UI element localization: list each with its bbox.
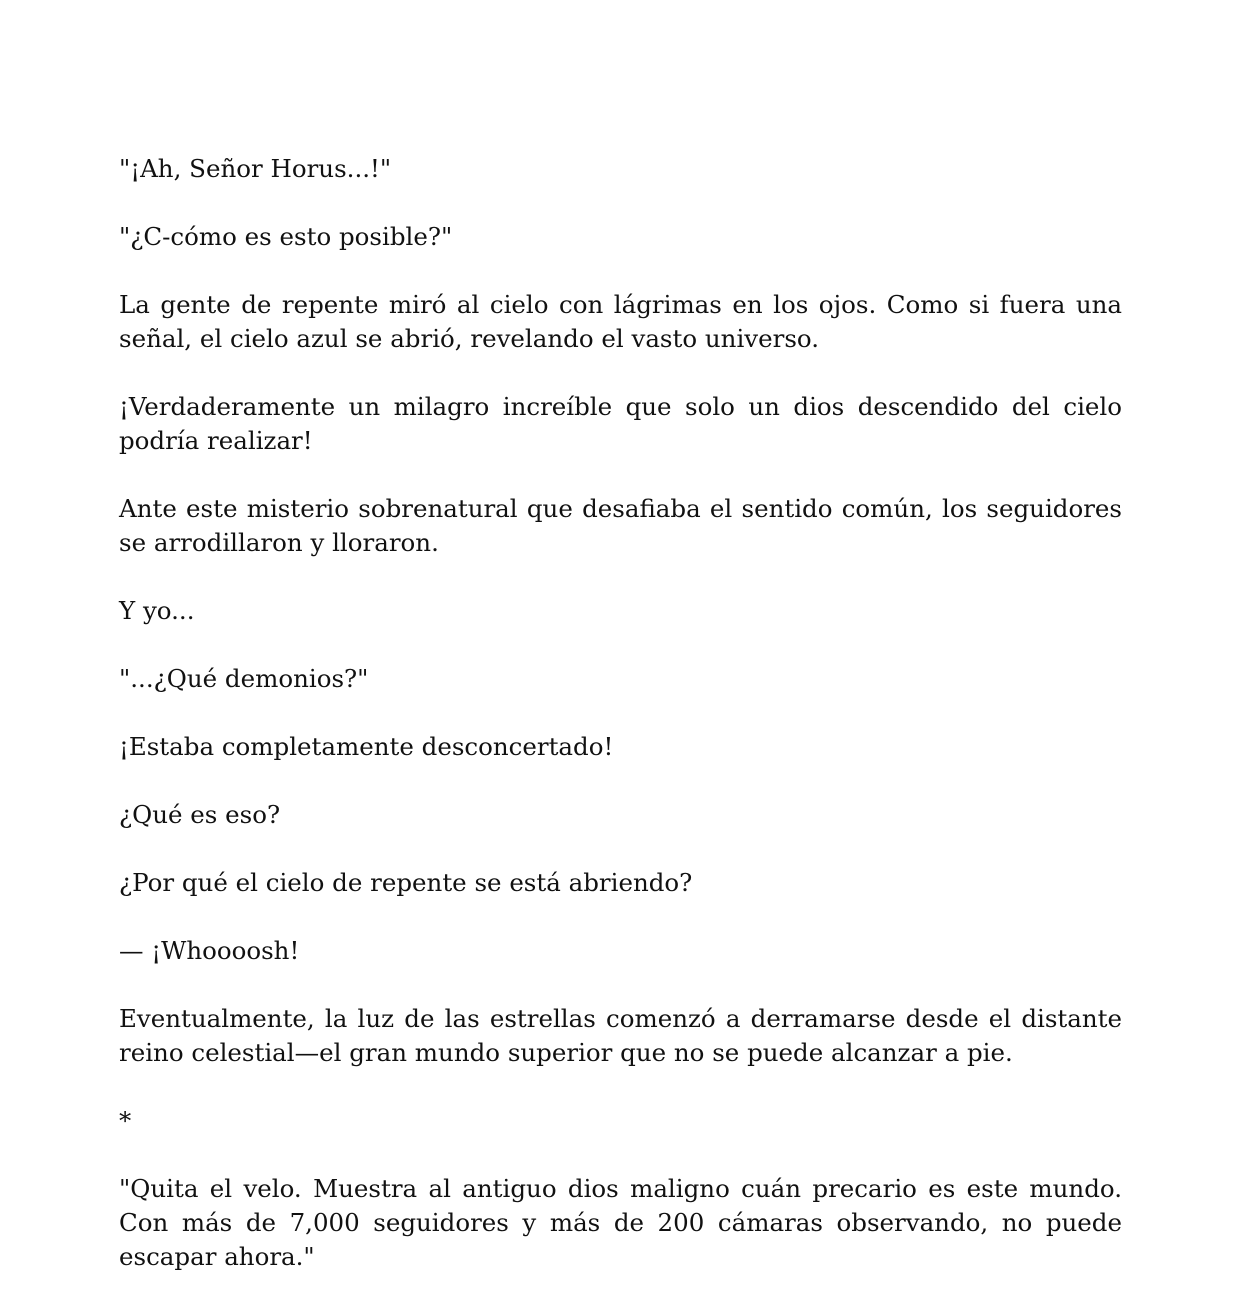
- scene-break: *: [119, 1106, 132, 1135]
- paragraph: ¡Estaba completamente desconcertado!: [119, 732, 614, 761]
- paragraph: Y yo...: [119, 596, 195, 625]
- paragraph: La gente de repente miró al cielo con lágrimas en los ojos. Como si fuera una señal, el cielo azul se abrió, revelando el vasto universo.: [119, 290, 1122, 353]
- paragraph: ¿Qué es eso?: [119, 800, 281, 829]
- document-page: [119, 152, 1122, 1274]
- paragraph: ¿Por qué el cielo de repente se está abriendo?: [119, 868, 693, 897]
- paragraph: "¿C-cómo es esto posible?": [119, 222, 453, 251]
- paragraph: ¡Verdaderamente un milagro increíble que solo un dios descendido del cielo podría realizar!: [119, 392, 1122, 455]
- paragraph: Ante este misterio sobrenatural que desafiaba el sentido común, los seguidores se arrodillaron y lloraron.: [119, 494, 1122, 557]
- paragraph: "¡Ah, Señor Horus...!": [119, 154, 392, 183]
- paragraph: "Quita el velo. Muestra al antiguo dios maligno cuán precario es este mundo. Con más de 7,000 seguidores y más de 200 cámaras observando, no puede escapar ahora.": [119, 1174, 1122, 1271]
- paragraph: "...¿Qué demonios?": [119, 664, 369, 693]
- paragraph: — ¡Whoooosh!: [119, 936, 300, 965]
- paragraph: Eventualmente, la luz de las estrellas comenzó a derramarse desde el distante reino celestial—el gran mundo superior que no se puede alcanzar a pie.: [119, 1004, 1122, 1067]
